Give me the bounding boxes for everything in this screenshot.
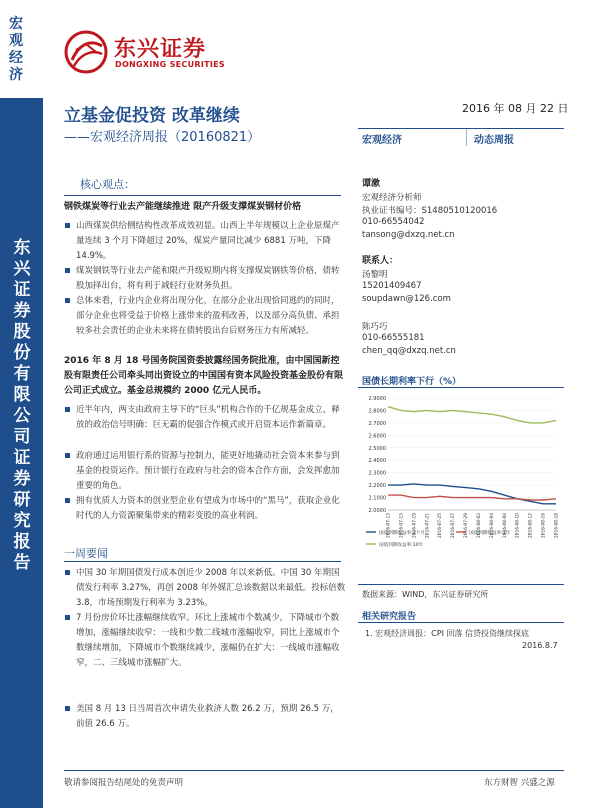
chart-source: 数据来源：WIND，东兴证券研究所 <box>362 590 489 599</box>
analyst-1-phone: 010-66554042 <box>362 217 425 227</box>
bullet-text: 总体来看，行业内企业将出现分化，在部分企业出现恰同逃约的同时，部分企业也将受益于价格上涨带来的盈利改善，以及部分高负债、承担较多社会责任的企业未来将在债转股出台后财务压力有所减轻。 <box>76 296 340 336</box>
vertical-char: 报 <box>13 532 31 552</box>
report-subtitle: ——宏观经济周报（20160821） <box>64 130 261 145</box>
bullet-text: 中国 30 年期国债发行成本创近少 2008 年以来新低。中国 30 年期国债发行利率 3.27%，再创 2008 年外媒汇总该数据以来最低。投标倍数 3.8，市场预期发行利率为 3.23%。 <box>76 568 346 608</box>
chart-series-line-3 <box>388 407 556 423</box>
sidebar-top <box>0 0 43 98</box>
contact-1-email-text: soupdawn@126.com <box>362 294 451 304</box>
core-lead-2: 2016 年 8 月 18 号国务院国资委披露经国务院批准，由中国国新控股有限责任公司牵头同出资设立的中国国有资本风险投资基金股份有限公司正式成立。基金总规模约 2000 亿元人民币。 <box>64 356 344 396</box>
chart-y-tick-label: 2.0000 <box>368 508 386 514</box>
logo-mark-icon <box>64 30 108 74</box>
chart-legend-label: 国债到期收益率:10年 <box>379 543 424 548</box>
bullet-text: 煤炭钢铁等行业去产能和限产升级短期内将支撑煤炭钢铁等价格，债转股加择出台，将有利于减轻行业财务负担。 <box>76 266 340 291</box>
vertical-char: 限 <box>13 385 31 405</box>
week-bullet-3 <box>76 702 346 732</box>
core-bullet-2 <box>76 264 346 294</box>
contact-2-phone: 010-66555181 <box>362 333 425 343</box>
analyst-1-license: 执业证书编号：S1480510120016 <box>362 206 498 216</box>
week-bullet-1 <box>76 566 346 611</box>
chart-y-tick-label: 2.7000 <box>368 420 386 427</box>
bullet-square-icon <box>65 498 70 503</box>
related-title: 相关研究报告 <box>362 612 417 622</box>
vertical-char: 份 <box>13 343 31 363</box>
bullet-text: 山西煤炭供给侧结构性改革成效初显。山西上半年规模以上企业原煤产量连续 3 个月下降超过 20%，煤炭产量同比减少 6881 万吨，下降 14.9%。 <box>76 221 340 261</box>
vertical-char: 研 <box>13 490 31 510</box>
vertical-char: 证 <box>13 280 31 300</box>
sidebar-category <box>9 16 29 84</box>
logo-english-name: DONGXING SECURITIES <box>115 60 225 69</box>
chart-x-tick-label: 2016-08-12 <box>528 513 534 538</box>
footer-disclaimer: 敬请参阅报告结尾处的免责声明 <box>64 778 184 788</box>
chart-x-tick-label: 2016-07-15 <box>399 513 405 538</box>
chart-title: 国债长期利率下行（%） <box>362 377 462 387</box>
vertical-char: 告 <box>13 553 31 573</box>
contact-1-name: 汤黎明 <box>362 270 388 280</box>
bullet-square-icon <box>65 268 70 273</box>
chart-y-tick-label: 2.3000 <box>368 470 386 477</box>
chart-legend-label: 国债到期收益率:1年 <box>469 531 511 536</box>
core-bullet-4 <box>76 403 346 433</box>
chart-x-tick-label: 2016-08-10 <box>515 513 521 538</box>
contact-2-name: 陈巧巧 <box>362 322 388 332</box>
bullet-square-icon <box>65 298 70 303</box>
report-tags <box>358 128 564 145</box>
chart-x-tick-label: 2016-08-16 <box>541 513 547 538</box>
bullet-text: 近半年内，两支由政府主导下的“巨头”机构合作的千亿规基金成立，释放的政治信号明确：巨无霸的促强合作模式或开启资本运作新篇章。 <box>76 405 340 430</box>
yield-chart <box>358 392 564 550</box>
core-bullet-6 <box>76 494 346 524</box>
sidebar-company-name <box>10 238 34 574</box>
vertical-char: 观 <box>9 33 23 49</box>
related-title-bar <box>358 607 564 623</box>
chart-y-tick-label: 2.5000 <box>368 445 386 452</box>
bullet-square-icon <box>65 407 70 412</box>
vertical-char: 公 <box>13 406 31 426</box>
bullet-text: 美国 8 月 13 日当周首次申请失业救济人数 26.2 万，预期 26.5 万，前值 26.6 万。 <box>76 704 339 729</box>
related-report-date: 2016.8.7 <box>522 641 558 650</box>
vertical-char: 有 <box>13 364 31 384</box>
contact-2-email[interactable] <box>362 346 456 356</box>
chart-y-tick-label: 2.1000 <box>368 495 386 502</box>
analyst-1-title: 宏观经济分析师 <box>362 193 422 203</box>
vertical-char: 究 <box>13 511 31 531</box>
core-bullet-5 <box>76 449 346 494</box>
chart-x-tick-label: 2016-07-27 <box>451 513 457 538</box>
contact-1-phone: 15201409467 <box>362 281 422 291</box>
bullet-square-icon <box>65 223 70 228</box>
week-bullet-2 <box>76 611 346 671</box>
chart-x-tick-label: 2016-08-18 <box>554 513 560 538</box>
chart-x-tick-label: 2016-07-29 <box>464 513 470 538</box>
chart-legend-label: 国债到期收益率:3个月 <box>379 531 425 536</box>
sidebar-vertical-bar <box>0 98 43 808</box>
analyst-1-name: 谭漱 <box>362 179 381 189</box>
bullet-square-icon <box>65 615 70 620</box>
footer-divider <box>64 770 564 771</box>
contact-1-email[interactable] <box>362 294 451 304</box>
chart-x-tick-label: 2016-07-13 <box>386 513 392 538</box>
footer-slogan: 东方财智 兴盛之源 <box>484 778 555 788</box>
tag-divider <box>466 129 467 146</box>
vertical-char: 司 <box>13 427 31 447</box>
chart-title-bar <box>358 372 564 388</box>
week-divider <box>64 561 341 562</box>
core-divider <box>64 195 341 196</box>
week-heading: 一周要闻 <box>64 547 108 560</box>
company-logo <box>64 30 254 76</box>
vertical-char: 券 <box>13 301 31 321</box>
chart-x-tick-label: 2016-08-02 <box>476 513 482 538</box>
chart-x-tick-label: 2016-08-04 <box>489 513 495 538</box>
chart-y-tick-label: 2.6000 <box>368 433 386 440</box>
chart-series-line-1 <box>388 484 556 504</box>
contact-heading: 联系人： <box>362 256 399 266</box>
core-bullet-1 <box>76 219 346 264</box>
bullet-square-icon <box>65 453 70 458</box>
vertical-char: 经 <box>9 50 23 66</box>
chart-y-tick-label: 2.2000 <box>368 483 386 490</box>
related-report-text: 1. 宏观经济周报：CPI 回落 信贷投资继续探底 <box>365 629 530 638</box>
logo-chinese-name: 东兴证券 <box>114 37 207 62</box>
core-bullet-3 <box>76 294 346 339</box>
chart-x-tick-label: 2016-07-21 <box>425 513 431 538</box>
chart-y-tick-label: 2.9000 <box>368 396 386 402</box>
bullet-square-icon <box>65 570 70 575</box>
core-lead-1: 钢铁煤炭等行业去产能继续推进 限产升级支撑煤炭钢材价格 <box>64 202 302 212</box>
vertical-char: 券 <box>13 469 31 489</box>
related-report-link[interactable] <box>365 628 529 639</box>
contact-2-email-text: chen_qq@dxzq.net.cn <box>362 346 456 356</box>
bullet-text: 7 月份房价环比涨幅继续收窄。环比上涨城市个数减少，下降城市个数增加，涨幅继续收窄：一线和少数二线城市涨幅收窄，同比上涨城市个数继续增加，下降城市个数继续减少，涨幅仍在扩大：一线城市涨幅收窄，二、三线城市涨幅扩大。 <box>76 613 340 668</box>
chart-source-divider <box>358 584 564 585</box>
report-title: 立基金促投资 改革继续 <box>64 106 240 126</box>
tag-category: 宏观经济 <box>362 135 402 146</box>
bullet-square-icon <box>65 706 70 711</box>
chart-y-tick-label: 2.4000 <box>368 458 386 465</box>
sidebar <box>0 0 43 808</box>
tag-type: 动态周报 <box>474 135 514 146</box>
chart-y-tick-label: 2.8000 <box>368 408 386 415</box>
vertical-char: 兴 <box>13 259 31 279</box>
bullet-text: 拥有优质人力资本的创业型企业有望成为市场中的“黑马”，获取企业化时代的人力资源聚集带来的精彩变股的高业利润。 <box>76 496 340 521</box>
report-date: 2016 年 08 月 22 日 <box>462 102 569 115</box>
analyst-1-email[interactable] <box>362 230 455 240</box>
chart-x-tick-label: 2016-07-25 <box>438 513 444 538</box>
vertical-char: 宏 <box>9 16 23 32</box>
analyst-1-email-text: tansong@dxzq.net.cn <box>362 230 455 240</box>
chart-x-tick-label: 2016-07-19 <box>412 513 418 538</box>
chart-x-tick-label: 2016-08-08 <box>502 513 508 538</box>
vertical-char: 东 <box>13 238 31 258</box>
vertical-char: 济 <box>9 67 23 83</box>
vertical-char: 股 <box>13 322 31 342</box>
core-heading: 核心观点： <box>80 178 135 191</box>
vertical-char: 证 <box>13 448 31 468</box>
bullet-text: 政府通过运用银行系的资源与控制力，能更好地撬动社会资本来参与到基金的投资运作。预计银行在政府与社会的资本合作方面，会发挥愈加重要的角色。 <box>76 451 340 491</box>
